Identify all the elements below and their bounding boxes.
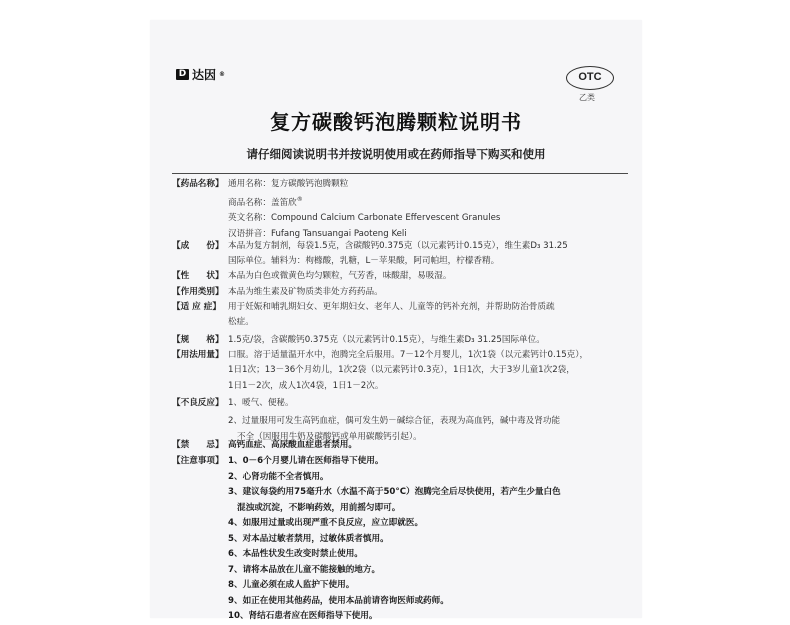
top-rule [172,173,628,174]
text-line: 本品为白色或微黄色均匀颗粒，气芳香，味酸甜，易吸湿。 [228,271,452,281]
text-line: 松症。 [228,317,254,328]
text-line: 用于妊娠和哺乳期妇女、更年期妇女、老年人、儿童等的钙补充剂，并帮助防治骨质疏 [228,302,555,312]
section-indications [172,300,632,331]
list-item: 9、如正在使用其他药品，使用本品前请咨询医师或药师。 [228,595,449,606]
text-line: 不全（因服用牛奶及碳酸钙或单用碳酸钙引起）。 [237,431,422,442]
section-label: 【用法用量】 [172,350,224,360]
section-label: 【不良反应】 [172,398,224,408]
text-line: 高钙血症、高尿酸血症患者禁用。 [228,440,357,450]
section-label: 【作用类别】 [172,287,224,297]
brand-mark: D [176,69,189,80]
section-drug-name [172,177,632,242]
trade-name: 商品名称：盖笛欣 [228,198,297,209]
brand-registered: ® [219,71,226,78]
section-label: 【性 状】 [172,271,224,281]
pinyin-name: 汉语拼音：Fufang Tansuangai Paoteng Keli [228,228,407,239]
otc-badge: OTC [566,66,614,90]
generic-name: 通用名称：复方碳酸钙泡腾颗粒 [228,179,349,189]
text-line: 本品为复方制剂，每袋1.5克，含碳酸钙0.375克（以元素钙计0.15克），维生素D₃ 31.25 [228,241,568,251]
brand-logo [176,66,225,83]
section-category [172,285,632,300]
text-line: 2、过量服用可发生高钙血症，偶可发生奶－碱综合征，表现为高血钙，碱中毒及肾功能 [228,416,561,427]
document-subtitle: 请仔细阅读说明书并按说明使用或在药师指导下购买和使用 [246,147,546,161]
section-label: 【规 格】 [172,335,224,345]
english-name: 英文名称：Compound Calcium Carbonate Effervescent Granules [228,213,501,224]
section-contraindications [172,438,632,453]
brand-name: 达因 [192,68,217,82]
text-line: 1日1－2次，成人1次4袋，1日1－2次。 [228,380,384,391]
list-item: 5、对本品过敏者禁用，过敏体质者慎用。 [228,533,389,544]
section-specification [172,333,632,348]
section-label: 【禁 忌】 [172,440,224,450]
text-line: 1日1次；13－36个月幼儿，1次2袋（以元素钙计0.3克），1日1次，大于3岁儿童1次2袋， [228,365,575,376]
text-line: 本品为维生素及矿物质类非处方药药品。 [228,287,383,297]
trade-registered: ® [296,196,303,204]
list-item: 4、如服用过量或出现严重不良反应，应立即就医。 [228,518,424,528]
section-label: 【适 应 症】 [172,302,221,312]
section-dosage [172,348,632,394]
text-line: 口服。溶于适量温开水中，泡腾完全后服用。7－12个月婴儿，1次1袋（以元素钙计0.15克）， [228,350,589,360]
section-composition [172,239,632,270]
list-item: 1、0－6个月婴儿请在医师指导下使用。 [228,456,384,466]
list-item: 混浊或沉淀，不影响药效，用前摇匀即可。 [237,502,401,513]
list-item: 2、心肾功能不全者慎用。 [228,471,329,482]
list-item: 3、建议每袋约用75毫升水（水温不高于50°C）泡腾完全后尽快使用，若产生少量白色 [228,487,561,497]
text-line: 1.5克/袋，含碳酸钙0.375克（以元素钙计0.15克），与维生素D₃ 31.25国际单位。 [228,335,545,345]
otc-class: 乙类 [579,93,595,102]
list-item: 10、肾结石患者应在医师指导下使用。 [228,611,378,621]
section-label: 【成 份】 [172,241,224,251]
section-label: 【注意事项】 [172,456,224,466]
text-line: 国际单位。辅料为：枸橼酸，乳糖，L－苹果酸，阿司帕坦，柠檬香精。 [228,256,500,267]
section-label: 【药品名称】 [172,179,224,189]
text-line: 1、嗳气、便秘。 [228,398,294,408]
list-item: 6、本品性状发生改变时禁止使用。 [228,549,363,559]
document-title: 复方碳酸钙泡腾颗粒说明书 [270,110,522,134]
section-precautions [172,454,632,625]
section-appearance [172,269,632,284]
list-item: 7、请将本品放在儿童不能接触的地方。 [228,564,381,575]
list-item: 8、儿童必须在成人监护下使用。 [228,580,355,590]
